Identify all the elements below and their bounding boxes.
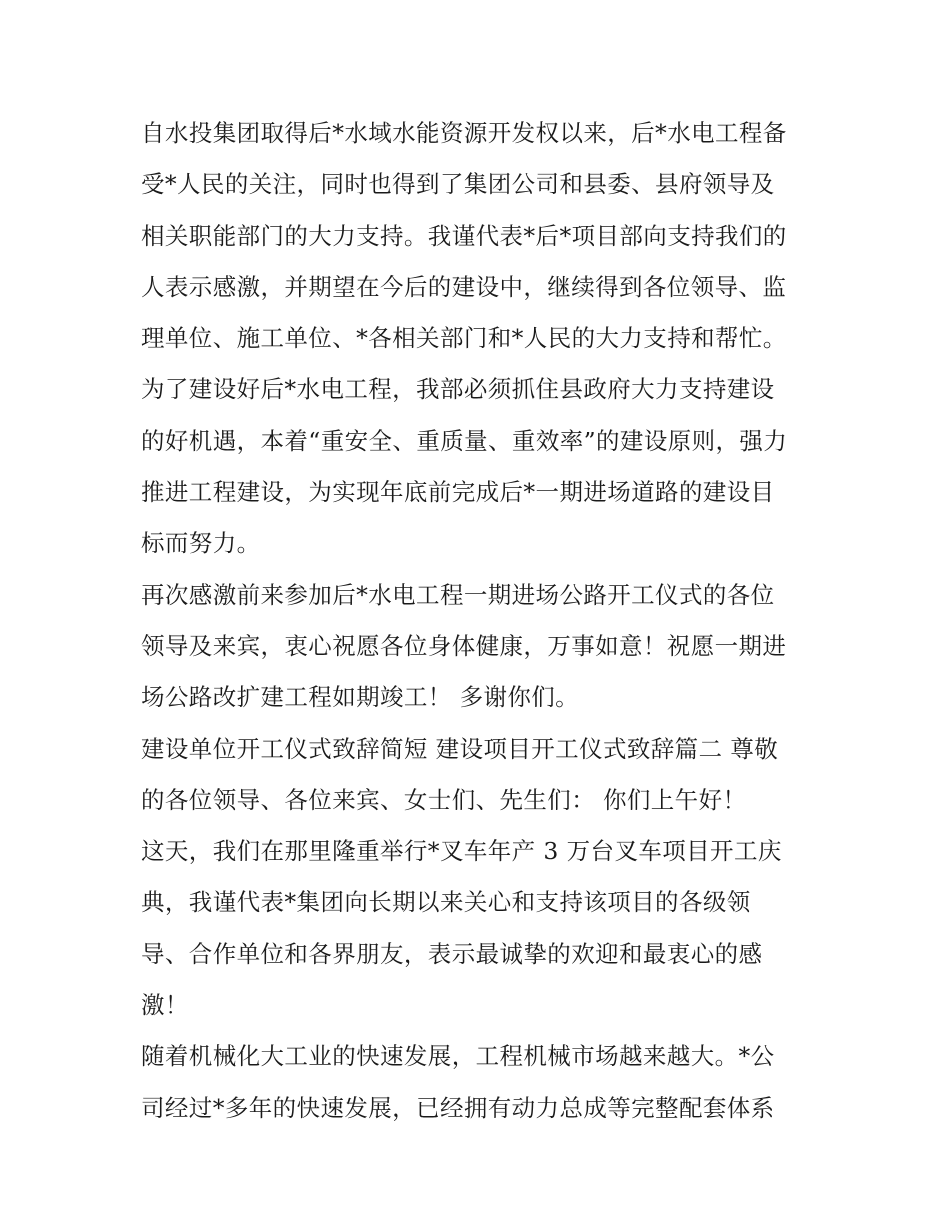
text-line: 再次感激前来参加后*水电工程一期进场公路开工仪式的各位	[141, 580, 775, 609]
text-line: 理单位、施工单位、*各相关部门和*人民的大力支持和帮忙。	[141, 324, 787, 353]
text-line: 为了建设好后*水电工程，我部必须抓住县政府大力支持建设	[141, 375, 775, 404]
text-line: 标而努力。	[141, 529, 261, 558]
text-line: 的各位领导、各位来宾、女士们、先生们： 你们上午好！	[141, 785, 747, 814]
text-line: 这天，我们在那里隆重举行*叉车年产 3 万台叉车项目开工庆	[141, 837, 782, 866]
text-line: 激！	[141, 991, 189, 1020]
text-line: 相关职能部门的大力支持。我谨代表*后*项目部向支持我们的	[141, 221, 787, 250]
text-line: 的好机遇，本着“重安全、重质量、重效率”的建设原则，强力	[141, 426, 788, 455]
text-line: 建设单位开工仪式致辞简短 建设项目开工仪式致辞篇二 尊敬	[141, 734, 779, 763]
text-line: 推进工程建设，为实现年底前完成后*一期进场道路的建设目	[141, 478, 775, 507]
text-line: 随着机械化大工业的快速发展，工程机械市场越来越大。*公	[141, 1042, 775, 1071]
text-line: 典，我谨代表*集团向长期以来关心和支持该项目的各级领	[141, 888, 751, 917]
text-line: 导、合作单位和各界朋友，表示最诚挚的欢迎和最衷心的感	[141, 939, 763, 968]
text-line: 自水投集团取得后*水域水能资源开发权以来，后*水电工程备	[141, 119, 787, 147]
document-body	[141, 108, 821, 1134]
text-line: 领导及来宾，衷心祝愿各位身体健康，万事如意！祝愿一期进	[141, 631, 787, 660]
text-line: 人表示感激，并期望在今后的建设中，继续得到各位领导、监	[141, 272, 787, 301]
text-line: 场公路改扩建工程如期竣工！ 多谢你们。	[141, 683, 580, 712]
text-line: 受*人民的关注，同时也得到了集团公司和县委、县府领导及	[141, 170, 775, 199]
text-line: 司经过*多年的快速发展，已经拥有动力总成等完整配套体系	[141, 1093, 775, 1122]
